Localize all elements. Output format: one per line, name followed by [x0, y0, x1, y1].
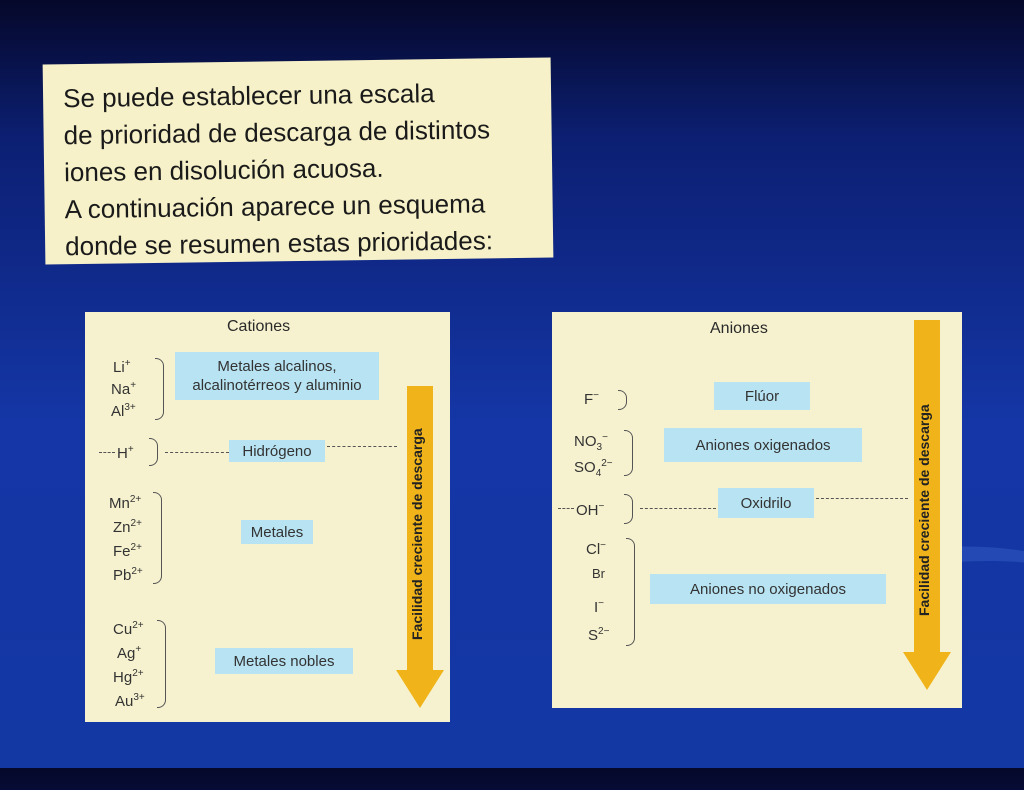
label-fluor: Flúor — [714, 382, 810, 410]
label-aniones-oxigenados: Aniones oxigenados — [664, 428, 862, 462]
intro-text-box — [43, 57, 554, 264]
ion-fe: $Fe^{2+}$ — [113, 542, 142, 560]
dashed-line — [816, 498, 908, 499]
brace — [153, 492, 162, 584]
ion-cl: Cl− — [586, 540, 607, 558]
dashed-line — [99, 452, 115, 453]
brace — [624, 494, 633, 524]
label-metales-alcalinos: Metales alcalinos, alcalinotérreos y aluminio — [175, 352, 379, 400]
brace — [149, 438, 158, 466]
ion-al: $Al^{3+}$ — [111, 402, 136, 420]
intro-line-2: de prioridad de descarga de distintos — [63, 114, 491, 151]
dashed-line — [640, 508, 716, 509]
label-hidrogeno: Hidrógeno — [229, 440, 325, 462]
intro-line-5: donde se resumen estas prioridades: — [64, 225, 494, 262]
dashed-line — [327, 446, 397, 447]
brace — [157, 620, 166, 708]
ion-cu: $Cu^{2+}$ — [113, 620, 144, 638]
cationes-axis-label: Facilidad creciente de descarga — [409, 428, 425, 640]
brace — [626, 538, 635, 646]
ion-s: $S^{2-}$ — [588, 626, 610, 644]
aniones-title: Aniones — [710, 320, 768, 337]
ion-hg: $Hg^{2+}$ — [113, 668, 144, 686]
label-metales: Metales — [241, 520, 313, 544]
intro-line-1: Se puede establecer una escala — [62, 78, 435, 114]
cationes-title: Cationes — [227, 318, 291, 335]
ion-no3: $NO_3^-$ — [574, 432, 608, 453]
brace — [618, 390, 627, 410]
ion-i: I− — [594, 598, 605, 616]
ion-au: $Au^{3+}$ — [115, 692, 145, 710]
ion-oh: OH− — [576, 501, 605, 519]
ion-so4: $SO_4^{2-}$ — [574, 458, 613, 479]
intro-line-4: A continuación aparece un esquema — [64, 188, 486, 225]
label-metales-nobles: Metales nobles — [215, 648, 353, 674]
ion-br: Br — [592, 566, 605, 581]
label-aniones-no-oxigenados: Aniones no oxigenados — [650, 574, 886, 604]
aniones-panel — [552, 312, 962, 708]
ion-na: Na+ — [111, 380, 137, 398]
ion-f: F− — [584, 390, 600, 408]
brace — [624, 430, 633, 476]
aniones-axis-label: Facilidad creciente de descarga — [916, 404, 932, 616]
ion-h: H+ — [117, 444, 134, 462]
ion-pb: $Pb^{2+}$ — [113, 566, 143, 584]
intro-line-3: iones en disolución acuosa. — [63, 152, 384, 188]
cationes-panel — [85, 312, 450, 722]
brace — [155, 358, 164, 420]
ion-mn: $Mn^{2+}$ — [109, 494, 142, 512]
dashed-line — [558, 508, 574, 509]
ion-zn: $Zn^{2+}$ — [113, 518, 142, 536]
ion-ag: Ag+ — [117, 644, 142, 662]
arrow-down-icon — [396, 670, 444, 708]
ion-li: Li+ — [113, 358, 131, 376]
dashed-line — [165, 452, 229, 453]
arrow-down-icon — [903, 652, 951, 690]
label-oxidrilo: Oxidrilo — [718, 488, 814, 518]
